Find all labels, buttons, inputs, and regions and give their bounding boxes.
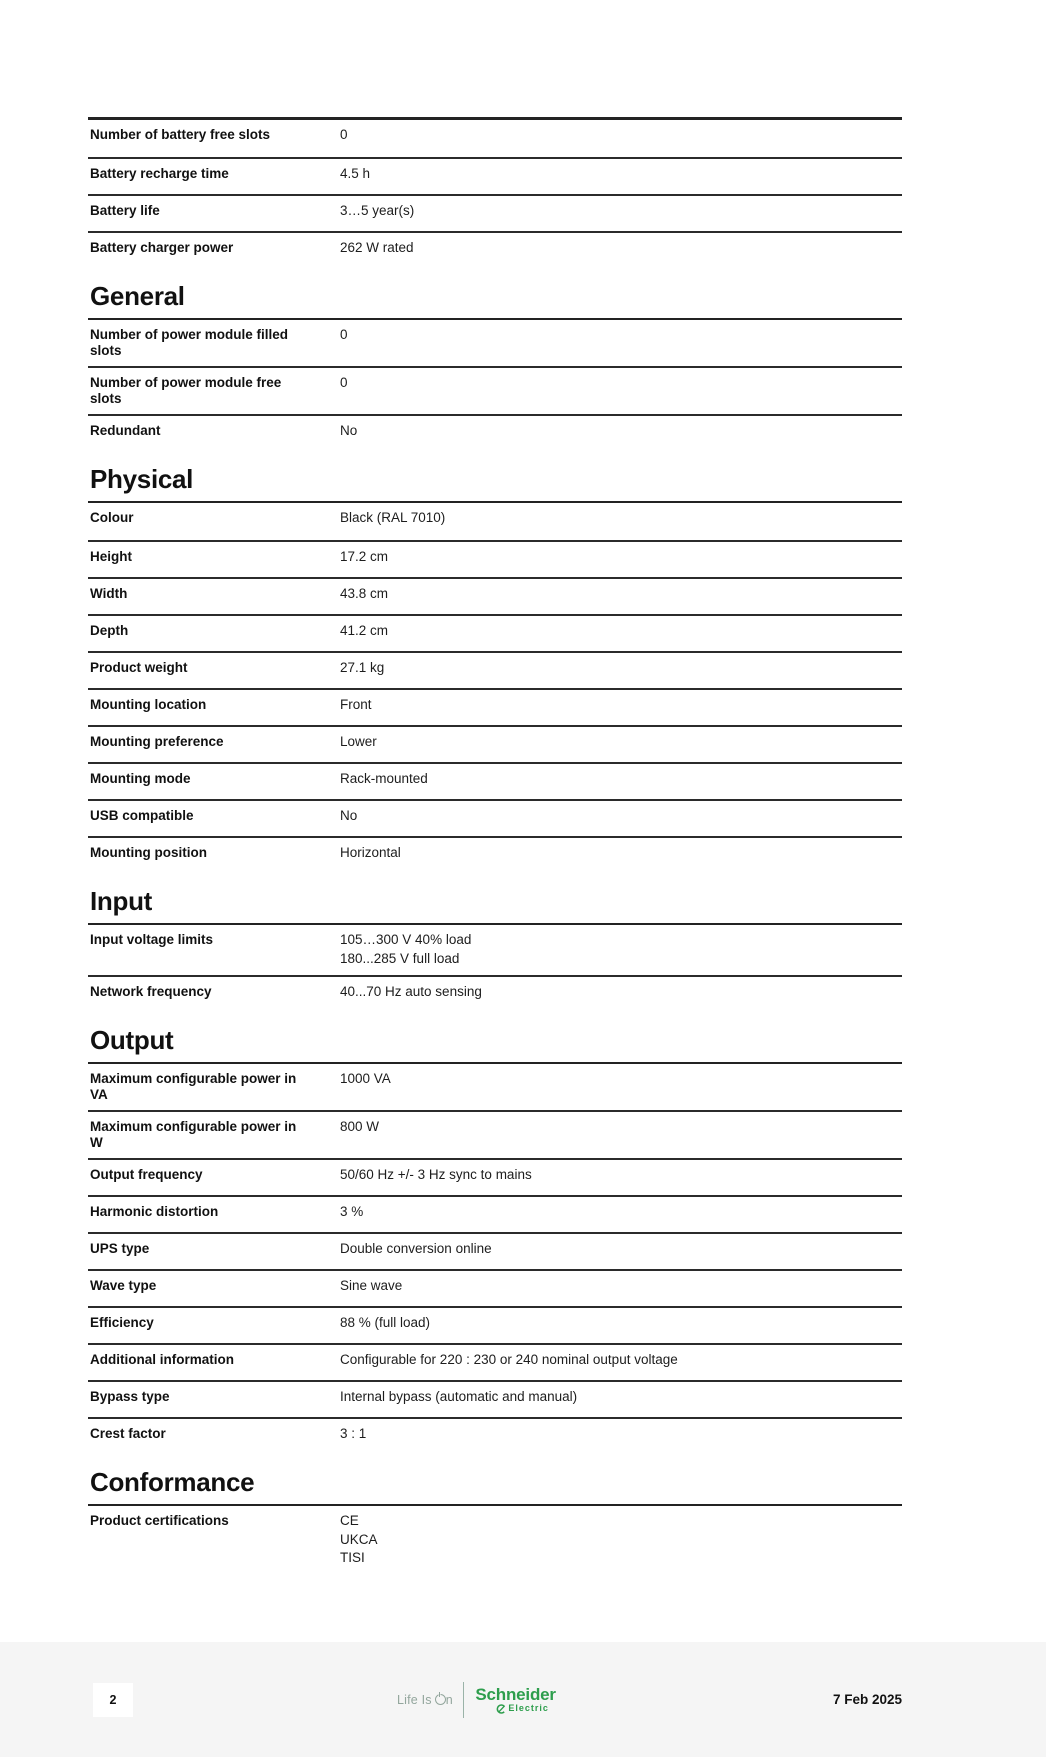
spec-label: Battery recharge time	[90, 166, 229, 181]
spec-value	[340, 326, 902, 345]
spec-row	[88, 725, 902, 762]
spec-label: Input voltage limits	[90, 932, 214, 947]
spec-label: Product weight	[90, 660, 188, 675]
spec-value-line: TISI	[340, 1550, 365, 1565]
spec-label: Mounting mode	[90, 771, 191, 786]
brand-subline	[496, 1704, 549, 1714]
spec-value-line: Black (RAL 7010)	[340, 510, 446, 525]
spec-row	[88, 231, 902, 268]
spec-label: USB compatible	[90, 808, 194, 823]
spec-label: Mounting location	[90, 697, 207, 712]
spec-value	[340, 548, 902, 567]
spec-value	[340, 126, 902, 145]
spec-label: Crest factor	[90, 1426, 166, 1441]
spec-row	[88, 975, 902, 1012]
spec-label: UPS type	[90, 1241, 150, 1256]
spec-row	[88, 1306, 902, 1343]
spec-value-line: 0	[340, 375, 348, 390]
spec-value-line: 4.5 h	[340, 166, 371, 181]
spec-row	[88, 614, 902, 651]
brand-subname: Electric	[508, 1703, 549, 1713]
schneider-logo	[397, 1642, 556, 1757]
spec-value-line: Lower	[340, 734, 377, 749]
spec-table	[88, 117, 902, 268]
spec-row	[88, 120, 902, 157]
spec-value-line: 1000 VA	[340, 1071, 391, 1086]
spec-value	[340, 1512, 902, 1568]
spec-row	[88, 1269, 902, 1306]
spec-label: Number of battery free slots	[90, 127, 271, 142]
spec-value-line: UKCA	[340, 1531, 378, 1547]
spec-row	[88, 836, 902, 873]
spec-value	[340, 844, 902, 863]
spec-value-line: Sine wave	[340, 1278, 403, 1293]
spec-value-line: Horizontal	[340, 845, 401, 860]
spec-row	[88, 1506, 902, 1575]
spec-label: Maximum configurable power in VA	[90, 1071, 297, 1102]
spec-label: Maximum configurable power in W	[90, 1119, 297, 1150]
spec-row	[88, 540, 902, 577]
spec-label: Wave type	[90, 1278, 157, 1293]
spec-section	[88, 1468, 902, 1575]
spec-table	[88, 1506, 902, 1575]
spec-label: Mounting preference	[90, 734, 224, 749]
spec-value	[340, 696, 902, 715]
spec-value-line: Rack-mounted	[340, 771, 428, 786]
spec-value-line: Front	[340, 697, 372, 712]
brand-lockup	[475, 1686, 555, 1714]
spec-value-line: 0	[340, 327, 348, 342]
spec-row	[88, 1343, 902, 1380]
spec-value	[340, 659, 902, 678]
spec-label: Product certifications	[90, 1513, 229, 1528]
section-title: Physical	[88, 465, 902, 503]
spec-value	[340, 1351, 902, 1370]
spec-value	[340, 770, 902, 789]
spec-label: Height	[90, 549, 132, 564]
spec-table	[88, 1064, 902, 1454]
spec-row	[88, 688, 902, 725]
spec-label: Mounting position	[90, 845, 207, 860]
life-is-on-tagline	[397, 1693, 453, 1707]
spec-row	[88, 194, 902, 231]
spec-value-line: No	[340, 808, 358, 823]
spec-value-line: Internal bypass (automatic and manual)	[340, 1389, 578, 1404]
spec-table	[88, 925, 902, 1012]
section-title: General	[88, 282, 902, 320]
spec-row	[88, 320, 902, 366]
spec-label: Bypass type	[90, 1389, 170, 1404]
section-title: Output	[88, 1026, 902, 1064]
spec-row	[88, 366, 902, 414]
spec-value	[340, 1070, 902, 1089]
logo-divider	[463, 1682, 465, 1718]
spec-row	[88, 925, 902, 975]
spec-table	[88, 503, 902, 873]
spec-value-line: 0	[340, 127, 348, 142]
spec-label: Battery life	[90, 203, 160, 218]
spec-value-line: No	[340, 423, 358, 438]
spec-value	[340, 239, 902, 258]
spec-value-line: 43.8 cm	[340, 586, 389, 601]
spec-content	[88, 117, 902, 1575]
spec-value-line: 105…300 V 40% load	[340, 932, 472, 947]
page-footer	[0, 1642, 1046, 1757]
spec-value	[340, 931, 902, 968]
spec-label: Harmonic distortion	[90, 1204, 219, 1219]
spec-label: Efficiency	[90, 1315, 154, 1330]
section-title: Input	[88, 887, 902, 925]
spec-row	[88, 414, 902, 451]
spec-value-line: 262 W rated	[340, 240, 414, 255]
schneider-mark-icon	[496, 1704, 506, 1714]
spec-value	[340, 585, 902, 604]
spec-value-line: CE	[340, 1513, 359, 1528]
spec-row	[88, 799, 902, 836]
spec-row	[88, 577, 902, 614]
spec-row	[88, 1110, 902, 1158]
spec-value-line: 27.1 kg	[340, 660, 385, 675]
section-title: Conformance	[88, 1468, 902, 1506]
spec-value-line: 88 % (full load)	[340, 1315, 431, 1330]
spec-label: Number of power module filled slots	[90, 327, 289, 358]
spec-row	[88, 503, 902, 540]
spec-label: Battery charger power	[90, 240, 234, 255]
spec-value-line: 41.2 cm	[340, 623, 389, 638]
spec-label: Width	[90, 586, 128, 601]
spec-value	[340, 1203, 902, 1222]
spec-row	[88, 1380, 902, 1417]
spec-value	[340, 374, 902, 393]
spec-value	[340, 1388, 902, 1407]
spec-value	[340, 983, 902, 1002]
spec-value	[340, 733, 902, 752]
spec-value-line: 800 W	[340, 1119, 380, 1134]
spec-label: Additional information	[90, 1352, 234, 1367]
spec-row	[88, 1064, 902, 1110]
spec-row	[88, 157, 902, 194]
spec-value-line: 17.2 cm	[340, 549, 389, 564]
spec-value	[340, 202, 902, 221]
page-number: 2	[93, 1683, 133, 1717]
tagline-text-suffix: n	[445, 1692, 453, 1707]
spec-row	[88, 762, 902, 799]
spec-table	[88, 320, 902, 451]
tagline-text: Life Is	[397, 1692, 432, 1707]
spec-label: Depth	[90, 623, 129, 638]
spec-value	[340, 509, 902, 528]
spec-row	[88, 1417, 902, 1454]
spec-value	[340, 1166, 902, 1185]
spec-value	[340, 1425, 902, 1444]
spec-value-line: 40...70 Hz auto sensing	[340, 984, 482, 999]
spec-section	[88, 465, 902, 873]
spec-value-line: Double conversion online	[340, 1241, 492, 1256]
spec-section	[88, 1026, 902, 1454]
spec-section	[88, 282, 902, 451]
spec-label: Colour	[90, 510, 134, 525]
spec-label: Redundant	[90, 423, 161, 438]
spec-row	[88, 1158, 902, 1195]
power-button-icon	[435, 1694, 446, 1705]
spec-row	[88, 1232, 902, 1269]
footer-date: 7 Feb 2025	[832, 1692, 902, 1707]
spec-value	[340, 165, 902, 184]
spec-label: Network frequency	[90, 984, 212, 999]
spec-value-line: Configurable for 220 : 230 or 240 nominal output voltage	[340, 1352, 678, 1367]
spec-value-line: 50/60 Hz +/- 3 Hz sync to mains	[340, 1167, 532, 1182]
spec-value-line: 3…5 year(s)	[340, 203, 415, 218]
spec-section	[88, 887, 902, 1012]
spec-label: Number of power module free slots	[90, 375, 282, 406]
spec-value	[340, 1240, 902, 1259]
spec-value	[340, 1118, 902, 1137]
spec-value	[340, 422, 902, 441]
spec-value-line: 3 %	[340, 1204, 364, 1219]
brand-name: Schneider	[475, 1684, 556, 1704]
spec-section	[88, 117, 902, 268]
spec-row	[88, 1195, 902, 1232]
spec-value	[340, 1314, 902, 1333]
spec-value	[340, 807, 902, 826]
spec-value	[340, 1277, 902, 1296]
spec-label: Output frequency	[90, 1167, 203, 1182]
spec-row	[88, 651, 902, 688]
spec-value-line: 3 : 1	[340, 1426, 367, 1441]
spec-value	[340, 622, 902, 641]
spec-value-line: 180...285 V full load	[340, 950, 460, 966]
